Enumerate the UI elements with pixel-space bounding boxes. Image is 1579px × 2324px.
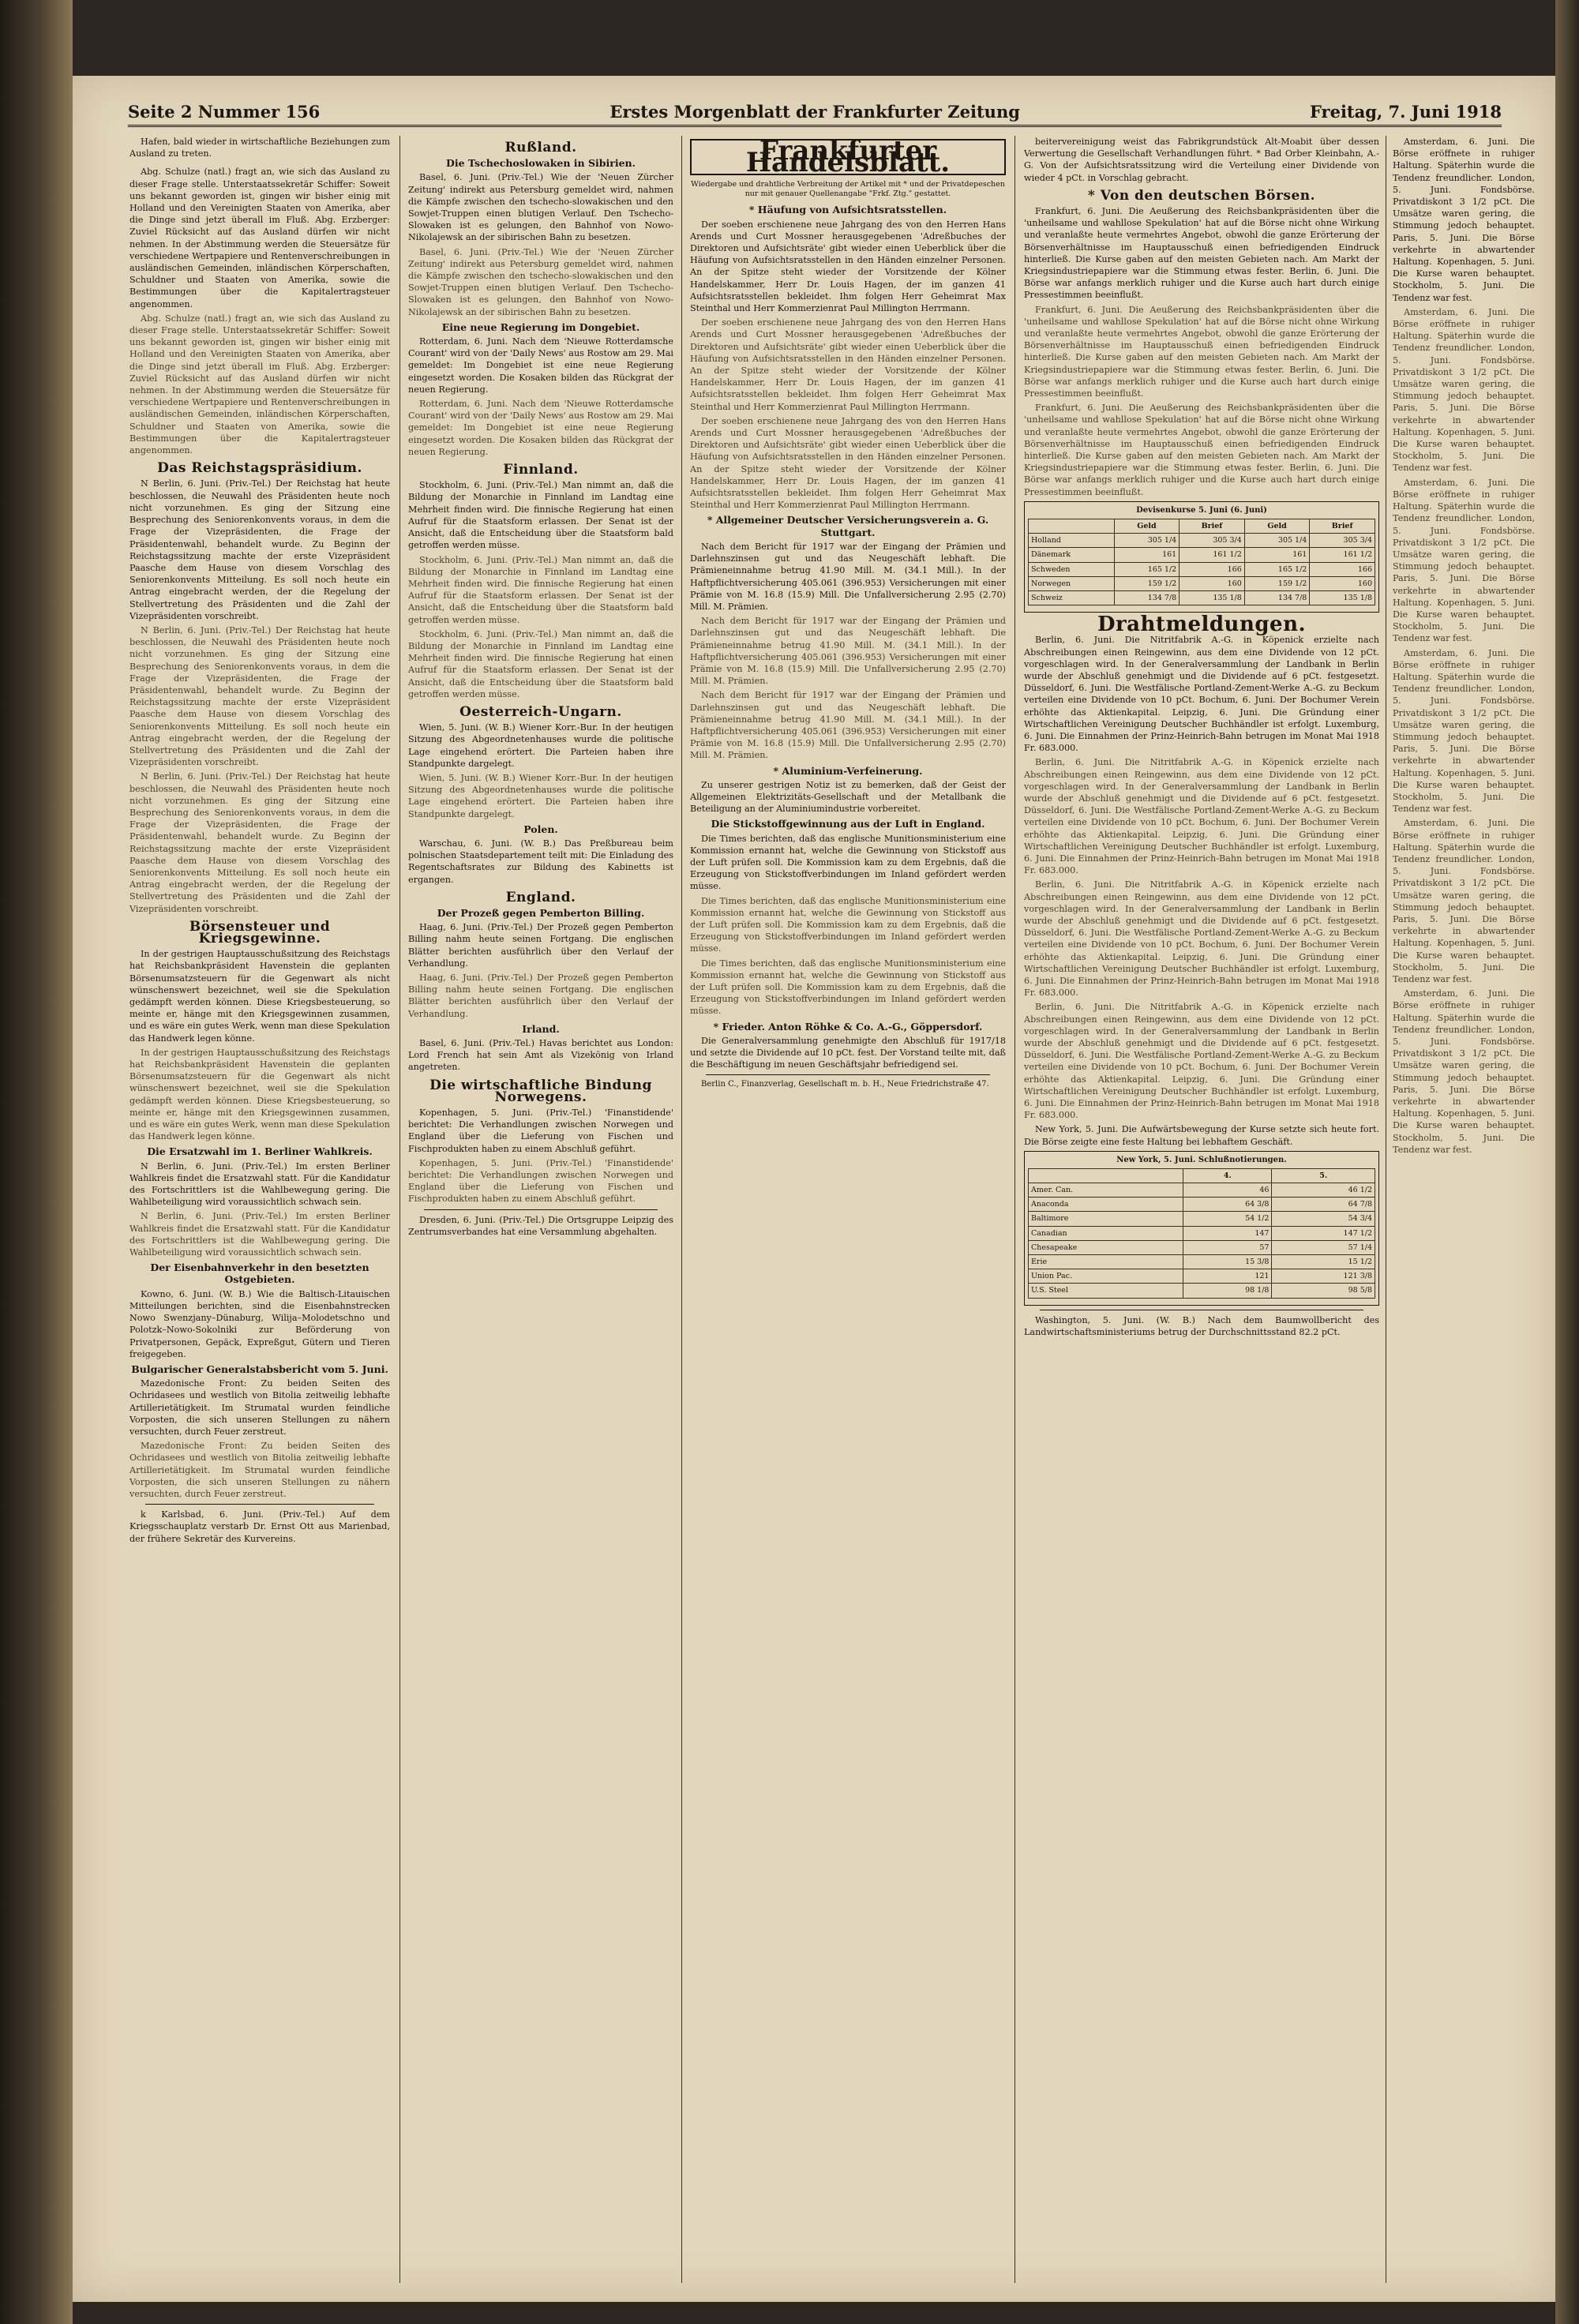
article — [690, 514, 1006, 761]
article-body: Kopenhagen, 5. Juni. (Priv.-Tel.) 'Finanstidende' berichtet: Die Verhandlungen zwischen Norwegen und England über die Lieferung von Fischen und Fischprodukten haben zu einem Abschluß geführt. — [408, 1108, 673, 1154]
table-cell: 57 1/4 — [1272, 1240, 1375, 1254]
article — [690, 204, 1006, 511]
table-cell: 135 1/8 — [1310, 590, 1375, 605]
article-body-cont: Amsterdam, 6. Juni. Die Börse eröffnete in ruhiger Haltung. Späterhin wurde die Tendenz freundlicher. London, 5. Juni. Fondsbörse. Privatdiskont 3 1/2 pCt. Die Umsätze waren gering, die Stimmung jedoch behauptet. Paris, 5. Juni. Die Börse verkehrte in abwartender Haltung. Kopenhagen, 5. Juni. Die Kurse waren behauptet. Stockholm, 5. Juni. Die Tendenz war fest. — [1393, 477, 1535, 644]
article-body-cont: Nach dem Bericht für 1917 war der Eingang der Prämien und Darlehnszinsen gut und das Neugeschäft lebhaft. Die Prämieneinnahme betrug 41.90 Mill. M. (34.1 Mill.). In der Haftpflichtversicherung 405.061 (396.953) Versicherungen mit einer Prämie von M. 16.8 (15.9) Mill. Die Unfallversicherung 2.95 (2.70) Mill. M. Prämien. — [690, 690, 1006, 761]
article-body-cont: Stockholm, 6. Juni. (Priv.-Tel.) Man nimmt an, daß die Bildung der Monarchie in Finnland im Landtag eine Mehrheit finden wird. Die finnische Regierung hat einen Aufruf für die Staatsform erlassen. Der Senat ist der Ansicht, daß die Entscheidung über die Staatsform bald getroffen werden müsse. — [408, 628, 673, 699]
section-masthead: Frankfurter Handelsblatt. — [690, 139, 1006, 175]
table-cell: 147 — [1183, 1226, 1272, 1240]
article-title: Bulgarischer Generalstabsbericht vom 5. Juni. — [131, 1363, 388, 1375]
column-2 — [408, 136, 673, 2283]
article-body-cont: Berlin, 6. Juni. Die Nitritfabrik A.-G. in Köpenick erzielte nach Abschreibungen einen Reingewinn, aus dem eine Dividende von 12 pCt. vorgeschlagen wird. In der Generalversammlung der Landbank in Berlin wurde der Abschluß genehmigt und die Dividende auf 6 pCt. festgesetzt. Düsseldorf, 6. Juni. Die Westfälische Portland-Zement-Werke A.-G. zu Beckum verteilen eine Dividende von 10 pCt. Bochum, 6. Juni. Der Bochumer Verein erhöhte das Aktienkapital. Leipzig, 6. Juni. Die Gründung einer Wirtschaftlichen Vereinigung Deutscher Buchhändler ist erfolgt. Luxemburg, 6. Juni. Die Einnahmen der Prinz-Heinrich-Bahn betrugen im Monat Mai 1918 Fr. 683.000. — [1024, 757, 1379, 876]
article-paragraph: Hafen, bald wieder in wirtschaftliche Beziehungen zum Ausland zu treten. — [129, 137, 390, 159]
article-body: Der soeben erschienene neue Jahrgang des von den Herren Hans Arends und Curt Mossner herausgegebenen 'Adreßbuches der Direktoren und Aufsichtsräte' gibt wieder einen Ueberblick über die Häufung von Aufsichtsratsstellen in den Händen einzelner Personen. An der Spitze steht wieder der Vorsitzende der Kölner Handelskammer, Herr Dr. Louis Hagen, der im ganzen 41 Aufsichtsratsstellen bekleidet. Ihm folgen Herr Geheimrat Max Steinthal und Herr Kommerzienrat Paul Millington Herrmann. — [690, 219, 1006, 314]
table-cell: 134 7/8 — [1114, 590, 1180, 605]
article-body: Stockholm, 6. Juni. (Priv.-Tel.) Man nimmt an, daß die Bildung der Monarchie in Finnland im Landtag eine Mehrheit finden wird. Die finnische Regierung hat einen Aufruf für die Staatsform erlassen. Der Senat ist der Ansicht, daß die Entscheidung über die Staatsform bald getroffen werden müsse. — [408, 480, 673, 551]
column-4 — [1024, 136, 1379, 2283]
article-body: Zu unserer gestrigen Notiz ist zu bemerken, daß der Geist der Allgemeinen Elektrizitäts-Gesellschaft und der Metallbank die Beteiligung an der Aluminiumindustrie vorbereitet. — [690, 779, 1006, 815]
article-body-cont: In der gestrigen Hauptausschußsitzung des Reichstags hat Reichsbankpräsident Havenstein die geplanten Börsenumsatzsteuern für die Gegenwart als nicht wünschenswert bezeichnet, weil sie die Spekulation gedämpft werden können. Diese Kriegsbesteuerung, so meinte er, hänge mit den Kriegsgewinnen zusammen, und es wäre ein gutes Werk, wenn man diese Spekulation das Handwerk legen könne. — [129, 1047, 390, 1142]
article-title: England. — [505, 889, 576, 905]
article-title: Finnland. — [503, 462, 579, 478]
article-body: Die Generalversammlung genehmigte den Abschluß für 1917/18 und setzte die Dividende auf 10 pCt. fest. Der Vorstand teilte mit, daß die Beschäftigung im neuen Geschäftsjahr befriedigend sei. — [690, 1035, 1006, 1070]
table-header: 4. — [1183, 1168, 1272, 1183]
table-cell: 305 3/4 — [1180, 534, 1245, 548]
article — [408, 1077, 673, 1205]
header-rule — [128, 125, 1502, 127]
table-row — [1029, 562, 1375, 576]
table-cell: 165 1/2 — [1114, 562, 1180, 576]
article — [408, 464, 673, 700]
article-title: * Frieder. Anton Röhke & Co. A.-G., Göppersdorf. — [713, 1020, 983, 1033]
table-row — [1029, 590, 1375, 605]
table-cell: 98 5/8 — [1272, 1284, 1375, 1298]
table-cell: 159 1/2 — [1114, 576, 1180, 590]
table-row-label: Erie — [1029, 1255, 1183, 1269]
article-title: Der Eisenbahnverkehr in den besetzten Ostgebieten. — [150, 1261, 369, 1286]
article-title: Irland. — [522, 1022, 560, 1035]
article-body-cont: Der soeben erschienene neue Jahrgang des von den Herren Hans Arends und Curt Mossner herausgegebenen 'Adreßbuches der Direktoren und Aufsichtsräte' gibt wieder einen Ueberblick über die Häufung von Aufsichtsratsstellen in den Händen einzelner Personen. An der Spitze steht wieder der Vorsitzende der Kölner Handelskammer, Herr Dr. Louis Hagen, der im ganzen 41 Aufsichtsratsstellen bekleidet. Ihm folgen Herr Geheimrat Max Steinthal und Herr Kommerzienrat Paul Millington Herrmann. — [690, 317, 1006, 412]
table-row — [1029, 1212, 1375, 1226]
table-cell: 121 — [1183, 1269, 1272, 1284]
header-paper-title: Erstes Morgenblatt der Frankfurter Zeitung — [609, 102, 1020, 122]
column-5 — [1393, 136, 1535, 2283]
article-body-cont: Amsterdam, 6. Juni. Die Börse eröffnete in ruhiger Haltung. Späterhin wurde die Tendenz freundlicher. London, 5. Juni. Fondsbörse. Privatdiskont 3 1/2 pCt. Die Umsätze waren gering, die Stimmung jedoch behauptet. Paris, 5. Juni. Die Börse verkehrte in abwartender Haltung. Kopenhagen, 5. Juni. Die Kurse waren behauptet. Stockholm, 5. Juni. Die Tendenz war fest. — [1393, 647, 1535, 815]
table-row — [1029, 1226, 1375, 1240]
table-header — [1029, 1168, 1183, 1183]
article — [408, 823, 673, 886]
table-header-row — [1029, 1168, 1375, 1183]
table-cell: 159 1/2 — [1244, 576, 1310, 590]
table-row — [1029, 576, 1375, 590]
quote-table-caption: Devisenkurse 5. Juni (6. Juni) — [1136, 505, 1267, 515]
article — [1024, 613, 1379, 1121]
article-body-cont: Haag, 6. Juni. (Priv.-Tel.) Der Prozeß gegen Pemberton Billing nahm heute seinen Fortgang. Die englischen Blätter berichten ausführlich über den Verlauf der Verhandlung. — [408, 973, 673, 1019]
table-cell: 57 — [1183, 1240, 1272, 1254]
article-body: N Berlin, 6. Juni. (Priv.-Tel.) Der Reichstag hat heute beschlossen, die Neuwahl des Präsidenten heute noch nicht vorzunehmen. Es ging der Sitzung eine Besprechung des Seniorenkonvents voraus, in dem die Frage der Vizepräsidenten, die Frage der Präsidentenwahl, behandelt wurde. Zu Beginn der Reichstagssitzung machte der erste Vizepräsident Paasche dem Hause von diesem Vorschlag des Seniorenkonvents Mitteilung. Es soll noch heute ein Antrag eingebracht werden, der die Regelung der Stellvertretung des Präsidenten und die Zahl der Vizepräsidenten vorschreibt. — [129, 478, 390, 621]
table-cell: 161 — [1114, 548, 1180, 562]
article-body-cont: Der soeben erschienene neue Jahrgang des von den Herren Hans Arends und Curt Mossner herausgegebenen 'Adreßbuches der Direktoren und Aufsichtsräte' gibt wieder einen Ueberblick über die Häufung von Aufsichtsratsstellen in den Händen einzelner Personen. An der Spitze steht wieder der Vorsitzende der Kölner Handelskammer, Herr Dr. Louis Hagen, der im ganzen 41 Aufsichtsratsstellen bekleidet. Ihm folgen Herr Geheimrat Max Steinthal und Herr Kommerzienrat Paul Millington Herrmann. — [690, 415, 1006, 511]
table-row — [1029, 1183, 1375, 1198]
article-body: Rotterdam, 6. Juni. Nach dem 'Nieuwe Rotterdamsche Courant' wird von der 'Daily News' aus Rostow am 29. Mai gemeldet: Im Dongebiet ist eine neue Regierung eingesetzt worden. Die Kosaken bilden das Rückgrat der neuen Regierung. — [408, 336, 673, 395]
table-row-label: Schweiz — [1029, 590, 1115, 605]
article-paragraph: Washington, 5. Juni. (W. B.) Nach dem Baumwollbericht des Landwirtschaftsministeriums betrug der Durchschnittsstand 82.2 pCt. — [1024, 1314, 1379, 1337]
table-cell: 64 3/8 — [1183, 1198, 1272, 1212]
article-body-cont: Frankfurt, 6. Juni. Die Aeußerung des Reichsbankpräsidenten über die 'unheilsame und wahllose Spekulation' hat auf die Börse nicht ohne Wirkung und veranlaßte heute vermehrtes Angebot, obwohl die ganze Erörterung der Börsenverhältnisse im Hauptausschuß einen befriedigenden Eindruck hinterließ. Die Kurse gaben auf den meisten Gebieten nach. Am Markt der Kriegsindustriepapiere war die Stimmung etwas fester. Berlin, 6. Juni. Die Börse war anfangs merklich ruhiger und die Kurse auch hart durch einige Pressestimmen beeinflußt. — [1024, 304, 1379, 399]
column-rule — [399, 136, 400, 2283]
article-title: * Aluminium-Verfeinerung. — [773, 764, 923, 777]
article — [408, 1023, 673, 1074]
table-cell: 46 1/2 — [1272, 1183, 1375, 1198]
quote-table-box — [1024, 501, 1379, 613]
table-cell: 160 — [1180, 576, 1245, 590]
article-subtitle: Eine neue Regierung im Dongebiet. — [441, 320, 640, 333]
article-body-cont: Die Times berichten, daß das englische Munitionsministerium eine Kommission ernannt hat, welche die Gewinnung von Stickstoff aus der Luft prüfen soll. Die Kommission kam zu dem Ergebnis, daß die Erzeugung von Stickstoffverbindungen im Inland gefördert werden müsse. — [690, 895, 1006, 954]
article-body: Mazedonische Front: Zu beiden Seiten des Ochridasees und westlich von Bitolia zeitweilig lebhafte Artillerietätigkeit. Im Strumatal wurden feindliche Vorposten, die sich unseren Stellungen zu nähern versuchten, durch Feuer zerstreut. — [129, 1378, 390, 1437]
table-row-label: Anaconda — [1029, 1198, 1183, 1212]
table-row-label: Union Pac. — [1029, 1269, 1183, 1284]
article-title: * Häufung von Aufsichtsratsstellen. — [748, 204, 947, 216]
divider — [145, 1504, 374, 1505]
article-body: In der gestrigen Hauptausschußsitzung des Reichstags hat Reichsbankpräsident Havenstein die geplanten Börsenumsatzsteuern für die Gegenwart als nicht wünschenswert bezeichnet, weil sie die Spekulation gedämpft werden können. Diese Kriegsbesteuerung, so meinte er, hänge mit den Kriegsgewinnen zusammen, und es wäre ein gutes Werk, wenn man diese Spekulation das Handwerk legen könne. — [129, 949, 390, 1044]
article — [129, 460, 390, 915]
article-body: Abg. Schulze (natl.) fragt an, wie sich das Ausland zu dieser Frage stelle. Unterstaatssekretär Schiffer: Soweit uns bekannt geworden ist, gingen wir bisher einig mit Holland und den Vereinigten Staaten von Amerika, aber die Dinge sind jetzt überall im Fluß. Abg. Erzberger: Zuviel Rücksicht auf das Ausland dürfen wir nicht nehmen. In der Abstimmung werden die Steuersätze für verschiedene Wertpapiere und Rentenverschreibungen in ausländischen Gemeinden, inländischen Körperschaften, Schuldner und Staaten von Amerika, sowie die Bestimmungen über die Kapitalertragsteuer angenommen. — [129, 167, 390, 309]
table-cell: 161 1/2 — [1310, 548, 1375, 562]
table-row — [1029, 1269, 1375, 1284]
quote-table-caption: New York, 5. Juni. Schlußnotierungen. — [1116, 1155, 1287, 1164]
divider — [706, 1074, 990, 1075]
header-date: Freitag, 7. Juni 1918 — [1309, 102, 1502, 122]
article — [129, 166, 390, 456]
table-row-label: Dänemark — [1029, 548, 1115, 562]
article-body: Frankfurt, 6. Juni. Die Aeußerung des Reichsbankpräsidenten über die 'unheilsame und wahllose Spekulation' hat auf die Börse nicht ohne Wirkung und veranlaßte heute vermehrtes Angebot, obwohl die ganze Erörterung der Börsenverhältnisse im Hauptausschuß einen befriedigenden Eindruck hinterließ. Die Kurse gaben auf den meisten Gebieten nach. Am Markt der Kriegsindustriepapiere war die Stimmung etwas fester. Berlin, 6. Juni. Die Börse war anfangs merklich ruhiger und die Kurse auch hart durch einige Pressestimmen beeinflußt. — [1024, 206, 1379, 301]
article-body-cont: Kopenhagen, 5. Juni. (Priv.-Tel.) 'Finanstidende' berichtet: Die Verhandlungen zwischen Norwegen und England über die Lieferung von Fischen und Fischprodukten haben zu einem Abschluß geführt. — [408, 1157, 673, 1205]
article — [408, 703, 673, 820]
newyork-table — [1028, 1168, 1375, 1299]
article-title: Das Reichstagspräsidium. — [157, 460, 362, 477]
article-body-cont: Mazedonische Front: Zu beiden Seiten des Ochridasees und westlich von Bitolia zeitweilig lebhafte Artillerietätigkeit. Im Strumatal wurden feindliche Vorposten, die sich unseren Stellungen zu nähern versuchten, durch Feuer zerstreut. — [129, 1441, 390, 1499]
table-cell: 98 1/8 — [1183, 1284, 1272, 1298]
table-row — [1029, 1198, 1375, 1212]
table-row-label: Chesapeake — [1029, 1240, 1183, 1254]
devisen-table — [1028, 519, 1375, 605]
article-subtitle: Der Prozeß gegen Pemberton Billing. — [437, 906, 645, 919]
article-title: * Allgemeiner Deutscher Versicherungsverein a. G. Stuttgart. — [707, 514, 989, 538]
article-body: New York, 5. Juni. Die Aufwärtsbewegung der Kurse setzte sich heute fort. Die Börse zeigte eine feste Haltung bei lebhaftem Geschäft. — [1024, 1124, 1379, 1147]
article-body-cont: N Berlin, 6. Juni. (Priv.-Tel.) Der Reichstag hat heute beschlossen, die Neuwahl des Präsidenten heute noch nicht vorzunehmen. Es ging der Sitzung eine Besprechung des Seniorenkonvents voraus, in dem die Frage der Vizepräsidenten, die Frage der Präsidentenwahl, behandelt wurde. Zu Beginn der Reichstagssitzung machte der erste Vizepräsident Paasche dem Hause von diesem Vorschlag des Seniorenkonvents Mitteilung. Es soll noch heute ein Antrag eingebracht werden, der die Regelung der Stellvertretung des Präsidenten und die Zahl der Vizepräsidenten vorschreibt. — [129, 624, 390, 768]
publisher-note: Berlin C., Finanzverlag, Gesellschaft m. b. H., Neue Friedrichstraße 47. — [701, 1080, 989, 1089]
table-row — [1029, 534, 1375, 548]
article-body-cont: Rotterdam, 6. Juni. Nach dem 'Nieuwe Rotterdamsche Courant' wird von der 'Daily News' aus Rostow am 29. Mai gemeldet: Im Dongebiet ist eine neue Regierung eingesetzt worden. Die Kosaken bilden das Rückgrat der neuen Regierung. — [408, 399, 673, 457]
article-title: Die Stickstoffgewinnung aus der Luft in England. — [711, 818, 985, 830]
article-body-cont: Stockholm, 6. Juni. (Priv.-Tel.) Man nimmt an, daß die Bildung der Monarchie in Finnland im Landtag eine Mehrheit finden wird. Die finnische Regierung hat einen Aufruf für die Staatsform erlassen. Der Senat ist der Ansicht, daß die Entscheidung über die Staatsform bald getroffen werden müsse. — [408, 554, 673, 625]
article — [690, 818, 1006, 1017]
book-spine — [0, 0, 73, 2324]
table-row — [1029, 1255, 1375, 1269]
article-body: Berlin, 6. Juni. Die Nitritfabrik A.-G. in Köpenick erzielte nach Abschreibungen einen Reingewinn, aus dem eine Dividende von 12 pCt. vorgeschlagen wird. In der Generalversammlung der Landbank in Berlin wurde der Abschluß genehmigt und die Dividende auf 6 pCt. festgesetzt. Düsseldorf, 6. Juni. Die Westfälische Portland-Zement-Werke A.-G. zu Beckum verteilen eine Dividende von 10 pCt. Bochum, 6. Juni. Der Bochumer Verein erhöhte das Aktienkapital. Leipzig, 6. Juni. Die Gründung einer Wirtschaftlichen Vereinigung Deutscher Buchhändler ist erfolgt. Luxemburg, 6. Juni. Die Einnahmen der Prinz-Heinrich-Bahn betrugen im Monat Mai 1918 Fr. 683.000. — [1024, 635, 1379, 754]
table-cell: 64 7/8 — [1272, 1198, 1375, 1212]
article-title: Die wirtschaftliche Bindung Norwegens. — [429, 1077, 652, 1105]
article-body: Haag, 6. Juni. (Priv.-Tel.) Der Prozeß gegen Pemberton Billing nahm heute seinen Fortgang. Die englischen Blätter berichten ausführlich über den Verlauf der Verhandlung. — [408, 922, 673, 969]
table-cell: 305 1/4 — [1114, 534, 1180, 548]
article-body: Amsterdam, 6. Juni. Die Börse eröffnete in ruhiger Haltung. Späterhin wurde die Tendenz freundlicher. London, 5. Juni. Fondsbörse. Privatdiskont 3 1/2 pCt. Die Umsätze waren gering, die Stimmung jedoch behauptet. Paris, 5. Juni. Die Börse verkehrte in abwartender Haltung. Kopenhagen, 5. Juni. Die Kurse waren behauptet. Stockholm, 5. Juni. Die Tendenz war fest. — [1393, 137, 1535, 303]
article-subtitle: Die Tschechoslowaken in Sibirien. — [446, 157, 636, 170]
article-body-cont: Basel, 6. Juni. (Priv.-Tel.) Wie der 'Neuen Zürcher Zeitung' indirekt aus Petersburg gemeldet wird, nahmen die Kämpfe zwischen den tschecho-slowakischen und den Sowjet-Truppen einen blutigen Verlauf. Den Tschecho-Slowaken ist es gelungen, den Bahnhof von Nowo-Nikolajewsk an der sibirischen Bahn zu besetzen. — [408, 246, 673, 317]
table-header: Brief — [1310, 519, 1375, 533]
article — [1024, 1123, 1379, 1147]
table-cell: 134 7/8 — [1244, 590, 1310, 605]
table-row-label: Amer. Can. — [1029, 1183, 1183, 1198]
article — [408, 142, 673, 318]
article-title: Rußland. — [504, 140, 577, 156]
article-title: Drahtmeldungen. — [1097, 613, 1307, 637]
quote-table-box — [1024, 1151, 1379, 1306]
table-row-label: Canadian — [1029, 1226, 1183, 1240]
table-header: Brief — [1180, 519, 1245, 533]
page-header — [128, 90, 1502, 122]
article-body-cont: Berlin, 6. Juni. Die Nitritfabrik A.-G. in Köpenick erzielte nach Abschreibungen einen Reingewinn, aus dem eine Dividende von 12 pCt. vorgeschlagen wird. In der Generalversammlung der Landbank in Berlin wurde der Abschluß genehmigt und die Dividende auf 6 pCt. festgesetzt. Düsseldorf, 6. Juni. Die Westfälische Portland-Zement-Werke A.-G. zu Beckum verteilen eine Dividende von 10 pCt. Bochum, 6. Juni. Der Bochumer Verein erhöhte das Aktienkapital. Leipzig, 6. Juni. Die Gründung einer Wirtschaftlichen Vereinigung Deutscher Buchhändler ist erfolgt. Luxemburg, 6. Juni. Die Einnahmen der Prinz-Heinrich-Bahn betrugen im Monat Mai 1918 Fr. 683.000. — [1024, 1002, 1379, 1121]
table-cell: 15 1/2 — [1272, 1255, 1375, 1269]
article-body-cont: Die Times berichten, daß das englische Munitionsministerium eine Kommission ernannt hat, welche die Gewinnung von Stickstoff aus der Luft prüfen soll. Die Kommission kam zu dem Ergebnis, daß die Erzeugung von Stickstoffverbindungen im Inland gefördert werden müsse. — [690, 958, 1006, 1017]
table-row-label: U.S. Steel — [1029, 1284, 1183, 1298]
article-body: Die Times berichten, daß das englische Munitionsministerium eine Kommission ernannt hat, welche die Gewinnung von Stickstoff aus der Luft prüfen soll. Die Kommission kam zu dem Ergebnis, daß die Erzeugung von Stickstoffverbindungen im Inland gefördert werden müsse. — [690, 833, 1006, 892]
table-row-label: Baltimore — [1029, 1212, 1183, 1226]
article-body: Basel, 6. Juni. (Priv.-Tel.) Wie der 'Neuen Zürcher Zeitung' indirekt aus Petersburg gemeldet wird, nahmen die Kämpfe zwischen den tschecho-slowakischen und den Sowjet-Truppen einen blutigen Verlauf. Den Tschecho-Slowaken ist es gelungen, den Bahnhof von Nowo-Nikolajewsk an der sibirischen Bahn zu besetzen. — [408, 172, 673, 243]
article-body: N Berlin, 6. Juni. (Priv.-Tel.) Im ersten Berliner Wahlkreis findet die Ersatzwahl statt. Für die Kandidatur des Fortschrittlers ist die Wahlbewegung gering. Die Wahlbeteiligung wird voraussichtlich schwach sein. — [129, 1160, 390, 1208]
table-cell: 46 — [1183, 1183, 1272, 1198]
article-body-cont: Abg. Schulze (natl.) fragt an, wie sich das Ausland zu dieser Frage stelle. Unterstaatssekretär Schiffer: Soweit uns bekannt geworden ist, gingen wir bisher einig mit Holland und den Vereinigten Staaten von Amerika, aber die Dinge sind jetzt überall im Fluß. Abg. Erzberger: Zuviel Rücksicht auf das Ausland dürfen wir nicht nehmen. In der Abstimmung werden die Steuersätze für verschiedene Wertpapiere und Rentenverschreibungen in ausländischen Gemeinden, inländischen Körperschaften, Schuldner und Staaten von Amerika, sowie die Bestimmungen über die Kapitalertragsteuer angenommen. — [129, 313, 390, 456]
column-1 — [129, 136, 390, 2283]
table-row-label: Holland — [1029, 534, 1115, 548]
article-body-cont: Frankfurt, 6. Juni. Die Aeußerung des Reichsbankpräsidenten über die 'unheilsame und wahllose Spekulation' hat auf die Börse nicht ohne Wirkung und veranlaßte heute vermehrtes Angebot, obwohl die ganze Erörterung der Börsenverhältnisse im Hauptausschuß einen befriedigenden Eindruck hinterließ. Die Kurse gaben auf den meisten Gebieten nach. Am Markt der Kriegsindustriepapiere war die Stimmung etwas fester. Berlin, 6. Juni. Die Börse war anfangs merklich ruhiger und die Kurse auch hart durch einige Pressestimmen beeinflußt. — [1024, 403, 1379, 497]
newspaper-page — [73, 76, 1555, 2302]
article — [129, 1145, 390, 1258]
table-cell: 147 1/2 — [1272, 1226, 1375, 1240]
article-body-cont: Wien, 5. Juni. (W. B.) Wiener Korr.-Bur. In der heutigen Sitzung des Abgeordnetenhauses wurde die politische Lage eingehend erörtert. Die Parteien haben ihre Standpunkte dargelegt. — [408, 772, 673, 819]
article-body: Kowno, 6. Juni. (W. B.) Wie die Baltisch-Litauischen Mitteilungen berichten, sind die Eisenbahnstrecken Nowo Swenzjany–Dünaburg, Wilija–Molodetschno und Polotzk–Nowo-Sokolniki zur Beförderung von Privatpersonen, Gepäck, Expreßgut, Gütern und Tieren freigegeben. — [129, 1288, 390, 1359]
table-cell: 54 3/4 — [1272, 1212, 1375, 1226]
masthead-note: Wiedergabe und drahtliche Verbreitung der Artikel mit * und der Privatdepeschen nur mit genauer Quellenangabe "Frkf. Ztg." gestattet. — [691, 180, 1005, 199]
table-row — [1029, 1240, 1375, 1254]
article — [408, 321, 673, 458]
article-paragraph: beitervereinigung weist das Fabrikgrundstück Alt-Moabit über dessen Verwertung die Gesellschaft Verhandlungen führt. * Bad Orber Kleinbahn, A.-G. Von der Aufsichtsratssitzung wird die Verteilung einer Dividende von wieder 4 pCt. in Vorschlag gebracht. — [1024, 137, 1379, 183]
article — [129, 1261, 390, 1360]
article-body: Basel, 6. Juni. (Priv.-Tel.) Havas berichtet aus London: Lord French hat sein Amt als Vizekönig von Irland angetreten. — [408, 1038, 673, 1073]
table-cell: 165 1/2 — [1244, 562, 1310, 576]
article-title: * Von den deutschen Börsen. — [1087, 187, 1316, 204]
page-edge — [1555, 0, 1579, 2324]
table-header — [1029, 519, 1115, 533]
column-3 — [690, 136, 1006, 2283]
article-title: Oesterreich-Ungarn. — [459, 703, 622, 720]
table-row — [1029, 1284, 1375, 1298]
article-body-cont: Berlin, 6. Juni. Die Nitritfabrik A.-G. in Köpenick erzielte nach Abschreibungen einen Reingewinn, aus dem eine Dividende von 12 pCt. vorgeschlagen wird. In der Generalversammlung der Landbank in Berlin wurde der Abschluß genehmigt und die Dividende auf 6 pCt. festgesetzt. Düsseldorf, 6. Juni. Die Westfälische Portland-Zement-Werke A.-G. zu Beckum verteilen eine Dividende von 10 pCt. Bochum, 6. Juni. Der Bochumer Verein erhöhte das Aktienkapital. Leipzig, 6. Juni. Die Gründung einer Wirtschaftlichen Vereinigung Deutscher Buchhändler ist erfolgt. Luxemburg, 6. Juni. Die Einnahmen der Prinz-Heinrich-Bahn betrugen im Monat Mai 1918 Fr. 683.000. — [1024, 879, 1379, 999]
article-body: Warschau, 6. Juni. (W. B.) Das Preßbureau beim polnischen Staatsdepartement teilt mit: Die Einladung des Regentschaftsrates zur Bildung des Kabinetts ist ergangen. — [408, 838, 673, 885]
article-body-cont: Amsterdam, 6. Juni. Die Börse eröffnete in ruhiger Haltung. Späterhin wurde die Tendenz freundlicher. London, 5. Juni. Fondsbörse. Privatdiskont 3 1/2 pCt. Die Umsätze waren gering, die Stimmung jedoch behauptet. Paris, 5. Juni. Die Börse verkehrte in abwartender Haltung. Kopenhagen, 5. Juni. Die Kurse waren behauptet. Stockholm, 5. Juni. Die Tendenz war fest. — [1393, 818, 1535, 985]
column-rule — [681, 136, 682, 2283]
article-body-cont: Nach dem Bericht für 1917 war der Eingang der Prämien und Darlehnszinsen gut und das Neugeschäft lebhaft. Die Prämieneinnahme betrug 41.90 Mill. M. (34.1 Mill.). In der Haftpflichtversicherung 405.061 (396.953) Versicherungen mit einer Prämie von M. 16.8 (15.9) Mill. Die Unfallversicherung 2.95 (2.70) Mill. M. Prämien. — [690, 616, 1006, 687]
table-cell: 166 — [1180, 562, 1245, 576]
article-paragraph: k Karlsbad, 6. Juni. (Priv.-Tel.) Auf dem Kriegsschauplatz verstarb Dr. Ernst Ott aus Marienbad, der frühere Sekretär des Kurvereins. — [129, 1509, 390, 1544]
article — [408, 889, 673, 1020]
table-header: Geld — [1114, 519, 1180, 533]
article — [129, 918, 390, 1143]
table-cell: 160 — [1310, 576, 1375, 590]
article — [690, 1021, 1006, 1071]
table-cell: 161 1/2 — [1180, 548, 1245, 562]
article — [1024, 187, 1379, 498]
header-page-number: Seite 2 Nummer 156 — [128, 102, 321, 122]
table-cell: 121 3/8 — [1272, 1269, 1375, 1284]
article-title: Die Ersatzwahl im 1. Berliner Wahlkreis. — [147, 1145, 373, 1158]
article — [690, 765, 1006, 815]
table-header: 5. — [1272, 1168, 1375, 1183]
table-cell: 305 3/4 — [1310, 534, 1375, 548]
article-title: Börsensteuer und Kriegsgewinne. — [189, 918, 331, 946]
table-cell: 305 1/4 — [1244, 534, 1310, 548]
table-header: Geld — [1244, 519, 1310, 533]
table-cell: 166 — [1310, 562, 1375, 576]
table-cell: 161 — [1244, 548, 1310, 562]
article — [129, 1363, 390, 1500]
article-body: Nach dem Bericht für 1917 war der Eingang der Prämien und Darlehnszinsen gut und das Neugeschäft lebhaft. Die Prämieneinnahme betrug 41.90 Mill. M. (34.1 Mill.). In der Haftpflichtversicherung 405.061 (396.953) Versicherungen mit einer Prämie von M. 16.8 (15.9) Mill. Die Unfallversicherung 2.95 (2.70) Mill. M. Prämien. — [690, 541, 1006, 612]
article-title: Polen. — [523, 823, 558, 835]
table-row-label: Norwegen — [1029, 576, 1115, 590]
article-body-cont: Amsterdam, 6. Juni. Die Börse eröffnete in ruhiger Haltung. Späterhin wurde die Tendenz freundlicher. London, 5. Juni. Fondsbörse. Privatdiskont 3 1/2 pCt. Die Umsätze waren gering, die Stimmung jedoch behauptet. Paris, 5. Juni. Die Börse verkehrte in abwartender Haltung. Kopenhagen, 5. Juni. Die Kurse waren behauptet. Stockholm, 5. Juni. Die Tendenz war fest. — [1393, 306, 1535, 474]
table-cell: 15 3/8 — [1183, 1255, 1272, 1269]
article-body-cont: Amsterdam, 6. Juni. Die Börse eröffnete in ruhiger Haltung. Späterhin wurde die Tendenz freundlicher. London, 5. Juni. Fondsbörse. Privatdiskont 3 1/2 pCt. Die Umsätze waren gering, die Stimmung jedoch behauptet. Paris, 5. Juni. Die Börse verkehrte in abwartender Haltung. Kopenhagen, 5. Juni. Die Kurse waren behauptet. Stockholm, 5. Juni. Die Tendenz war fest. — [1393, 988, 1535, 1155]
divider — [424, 1209, 658, 1210]
table-cell: 54 1/2 — [1183, 1212, 1272, 1226]
table-header-row — [1029, 519, 1375, 533]
article-body-cont: N Berlin, 6. Juni. (Priv.-Tel.) Der Reichstag hat heute beschlossen, die Neuwahl des Präsidenten heute noch nicht vorzunehmen. Es ging der Sitzung eine Besprechung des Seniorenkonvents voraus, in dem die Frage der Vizepräsidenten, die Frage der Präsidentenwahl, behandelt wurde. Zu Beginn der Reichstagssitzung machte der erste Vizepräsident Paasche dem Hause von diesem Vorschlag des Seniorenkonvents Mitteilung. Es soll noch heute ein Antrag eingebracht werden, der die Regelung der Stellvertretung des Präsidenten und die Zahl der Vizepräsidenten vorschreibt. — [129, 771, 390, 914]
article-paragraph: Dresden, 6. Juni. (Priv.-Tel.) Die Ortsgruppe Leipzig des Zentrumsverbandes hat eine Versammlung abgehalten. — [408, 1214, 673, 1237]
table-cell: 135 1/8 — [1180, 590, 1245, 605]
table-row-label: Schweden — [1029, 562, 1115, 576]
article-body: Wien, 5. Juni. (W. B.) Wiener Korr.-Bur. In der heutigen Sitzung des Abgeordnetenhauses wurde die politische Lage eingehend erörtert. Die Parteien haben ihre Standpunkte dargelegt. — [408, 722, 673, 769]
table-row — [1029, 548, 1375, 562]
article-body-cont: N Berlin, 6. Juni. (Priv.-Tel.) Im ersten Berliner Wahlkreis findet die Ersatzwahl statt. Für die Kandidatur des Fortschrittlers ist die Wahlbewegung gering. Die Wahlbeteiligung wird voraussichtlich schwach sein. — [129, 1211, 390, 1258]
